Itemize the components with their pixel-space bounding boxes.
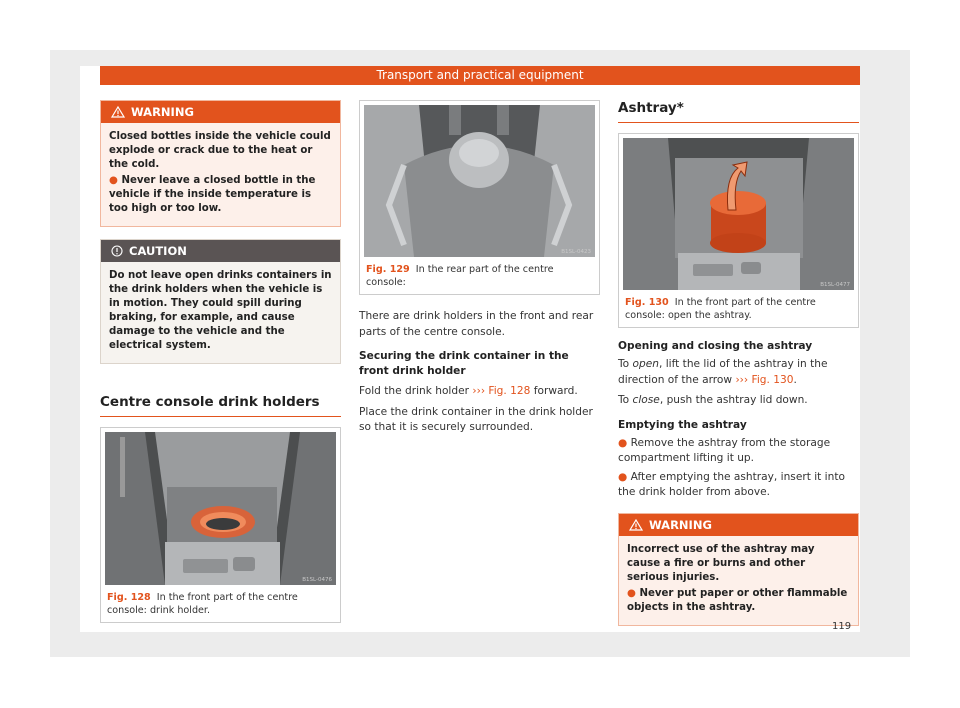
paragraph: , lift the lid of the ashtray in the direction of the arrow [618, 358, 828, 386]
warning-triangle-icon [111, 106, 125, 118]
caution-title: CAUTION [129, 244, 187, 258]
warning-title: WARNING [131, 105, 194, 119]
paragraph: To [618, 394, 630, 406]
warning-text: Incorrect use of the ashtray may cause a fire or burns and other serious injuries. [627, 543, 815, 583]
figure-caption: In the rear part of the centre console: [366, 264, 554, 288]
warning-bullet: Never leave a closed bottle in the vehicle if the inside temperature is too high or too low. [109, 175, 316, 214]
bullet-dot-icon: ● [618, 470, 631, 483]
section-title-drink-holders: Centre console drink holders [100, 394, 341, 417]
figure-label: Fig. 129 [366, 264, 410, 275]
figure-code: B1SL-0477 [820, 282, 850, 288]
figure-128 [100, 427, 341, 623]
subheading: Emptying the ashtray [618, 418, 747, 431]
figure-label: Fig. 130 [625, 297, 669, 308]
caution-header [101, 240, 340, 262]
figure-129 [359, 100, 600, 295]
figure-129-image [364, 105, 595, 257]
figure-code: B1SL-0476 [302, 577, 332, 583]
bullet-dot-icon: ● [109, 175, 122, 186]
figure-130 [618, 133, 859, 328]
caution-text: Do not leave open drinks containers in the drink holders when the vehicle is in motion. They could spill during braking, for example, and cause damage to the vehicle and the electrical system. [109, 270, 332, 351]
list-item: After emptying the ashtray, insert it into the drink holder from above. [618, 470, 845, 498]
paragraph: To [618, 358, 630, 370]
caution-circle-icon [111, 245, 123, 257]
paragraph: There are drink holders in the front and rear parts of the centre console. [359, 310, 594, 338]
paragraph: Fold the drink holder [359, 385, 469, 397]
warning-text: Closed bottles inside the vehicle could explode or crack due to the heat or the cold. [109, 131, 331, 170]
section-title-ashtray: Ashtray* [618, 100, 859, 123]
emphasis: close [632, 394, 660, 406]
subheading: Securing the drink container in the front drink holder [359, 350, 569, 377]
paragraph: . [793, 373, 797, 386]
figure-130-image [623, 138, 854, 290]
warning-title: WARNING [649, 517, 712, 532]
figure-caption: In the front part of the centre console: drink holder. [107, 592, 298, 616]
figure-label: Fig. 128 [107, 592, 151, 603]
caution-box [100, 239, 341, 364]
warning-header [101, 101, 340, 123]
paragraph: forward. [533, 385, 578, 397]
figure-caption: In the front part of the centre console: open the ashtray. [625, 297, 816, 321]
figure-reference-link[interactable]: ››› Fig. 130 [735, 373, 794, 386]
paragraph: Place the drink container in the drink holder so that it is securely surrounded. [359, 405, 593, 433]
figure-code: B1SL-0423 [561, 249, 591, 255]
column-1 [100, 100, 341, 623]
paragraph: , push the ashtray lid down. [659, 394, 808, 406]
emphasis: open [632, 358, 659, 370]
warning-bullet: Never put paper or other flammable objects in the ashtray. [627, 587, 848, 613]
figure-reference-link[interactable]: ››› Fig. 128 [472, 385, 531, 397]
page-number: 119 [832, 621, 852, 632]
column-3 [618, 100, 859, 626]
warning-box [618, 513, 859, 626]
warning-box [100, 100, 341, 227]
warning-triangle-icon [629, 519, 643, 531]
chapter-header: Transport and practical equipment [100, 66, 860, 85]
warning-header [619, 514, 858, 536]
subheading: Opening and closing the ashtray [618, 340, 813, 352]
list-item: Remove the ashtray from the storage compartment lifting it up. [618, 436, 831, 464]
bullet-dot-icon: ● [618, 436, 631, 449]
figure-128-image [105, 432, 336, 585]
bullet-dot-icon: ● [627, 587, 640, 599]
column-2 [359, 100, 600, 436]
